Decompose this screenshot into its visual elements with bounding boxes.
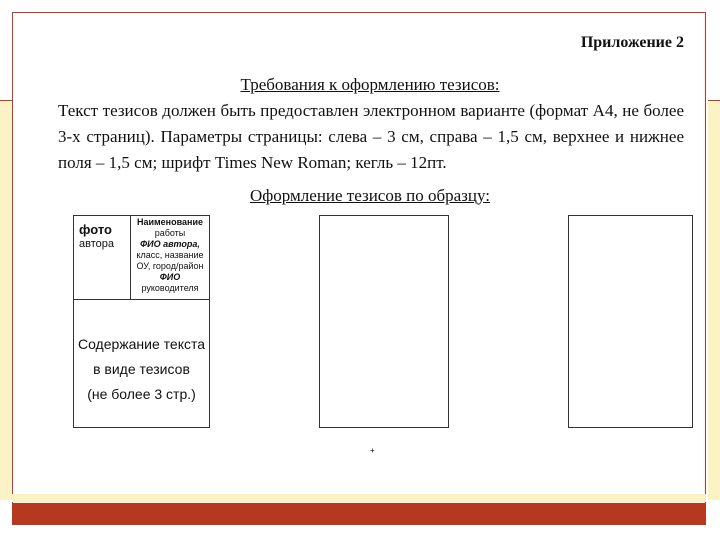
blank-page-3: [568, 215, 693, 428]
requirements-paragraph: Текст тезисов должен быть предоставлен электронном варианте (формат А4, не более 3-х страниц). Параметры страницы: слева – 3 см, справа – 1,5 см, верхнее и нижнее поля – 1,5 см; шрифт Times New Roman; кегль – 12пт.: [58, 101, 684, 172]
info-line-work: работы: [154, 228, 186, 238]
content-placeholder: [74, 332, 209, 407]
requirements-heading: Требования к оформлению тезисов:: [240, 75, 500, 94]
left-side-rule: [0, 100, 12, 101]
sample-page: [73, 215, 210, 428]
content-line: (не более 3 стр.): [87, 386, 196, 402]
sample-heading: Оформление тезисов по образцу:: [250, 186, 490, 205]
photo-cell: [74, 216, 131, 300]
info-line-author: ФИО автора,: [140, 239, 200, 249]
right-side-rule: [708, 100, 720, 101]
footer-bar: [12, 503, 706, 525]
info-line-title: Наименование: [136, 217, 204, 227]
info-line-class: класс, название: [136, 250, 204, 260]
right-side-band: [708, 100, 720, 500]
info-cell: [131, 216, 209, 300]
left-side-band: [0, 100, 12, 500]
blank-page-2: [319, 215, 449, 428]
info-line-supervisor-fio: ФИО: [159, 272, 181, 282]
appendix-label: Приложение 2: [580, 34, 684, 51]
info-line-school: ОУ, город/район: [136, 261, 204, 271]
info-line-supervisor: руководителя: [141, 283, 199, 293]
content-line: Содержание текста: [77, 336, 206, 352]
photo-label: фото: [79, 222, 112, 237]
bottom-band: [12, 494, 706, 502]
stray-mark: +: [370, 446, 375, 455]
content-line: в виде тезисов: [93, 361, 190, 377]
author-label: автора: [79, 238, 114, 250]
